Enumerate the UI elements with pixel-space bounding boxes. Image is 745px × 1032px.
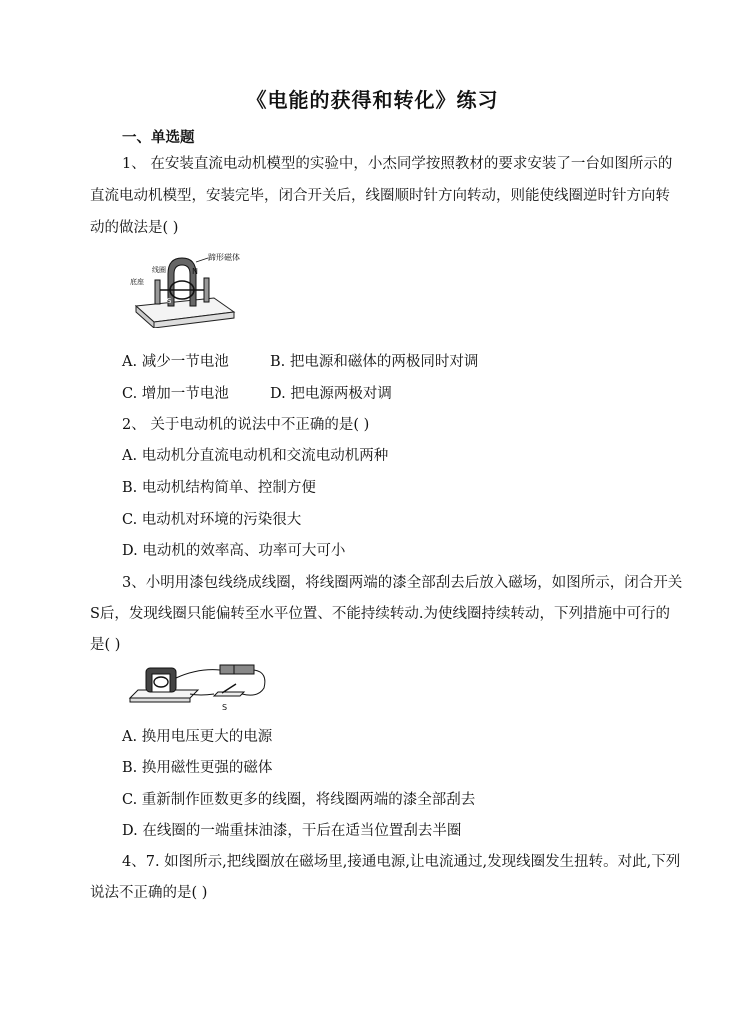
q2-stem: 2、 关于电动机的说法中不正确的是( ) (122, 417, 370, 433)
q2-option-d[interactable]: D. 电动机的效率高、功率可大可小 (122, 543, 346, 559)
q4-stem-line-1: 4、7. 如图所示,把线圈放在磁场里,接通电源,让电流通过,发现线圈发生扭转。对此,下列 (122, 854, 681, 870)
q1-stem-line-1: 1、 在安装直流电动机模型的实验中，小杰同学按照教材的要求安装了一台如图所示的 (122, 156, 673, 172)
q1-option-a[interactable]: A. 减少一节电池 (122, 354, 229, 370)
page-title: 《电能的获得和转化》练习 (246, 88, 499, 112)
q3-circuit-figure (128, 660, 278, 716)
q3-battery (220, 665, 254, 674)
q2-option-a[interactable]: A. 电动机分直流电动机和交流电动机两种 (122, 448, 389, 464)
q1-figure-label-coil: 线圈 (152, 266, 166, 274)
motor-base (136, 298, 234, 328)
q3-figure-label-s: S (222, 703, 228, 712)
q1-stem-line-3: 动的做法是( ) (90, 220, 179, 236)
q3-option-d[interactable]: D. 在线圈的一端重抹油漆，干后在适当位置刮去半圈 (122, 823, 462, 839)
q3-switch (214, 684, 244, 696)
q1-figure-label-n: N (192, 267, 198, 276)
q1-option-c[interactable]: C. 增加一节电池 (122, 386, 229, 402)
q1-figure-label-base: 底座 (130, 278, 144, 286)
q1-stem-line-2: 直流电动机模型，安装完毕，闭合开关后，线圈顺时针方向转动，则能使线圈逆时针方向转 (90, 188, 670, 204)
q1-option-d[interactable]: D. 把电源两极对调 (270, 386, 392, 402)
q3-magnet-and-coil (146, 668, 176, 692)
q3-option-c[interactable]: C. 重新制作匝数更多的线圈，将线圈两端的漆全部刮去 (122, 792, 476, 808)
section-heading: 一、单选题 (122, 130, 195, 146)
q1-figure-label-s: S (167, 297, 172, 305)
q2-option-b[interactable]: B. 电动机结构简单、控制方便 (122, 480, 316, 496)
q4-stem-line-2: 说法不正确的是( ) (90, 885, 208, 901)
q1-figure-label-magnet: 蹄形磁体 (208, 253, 240, 262)
q3-stem-line-1: 3、小明用漆包线绕成线圈，将线圈两端的漆全部刮去后放入磁场，如图所示，闭合开关 (122, 575, 683, 591)
q3-option-a[interactable]: A. 换用电压更大的电源 (122, 729, 273, 745)
q2-option-c[interactable]: C. 电动机对环境的污染很大 (122, 512, 302, 528)
q3-option-b[interactable]: B. 换用磁性更强的磁体 (122, 760, 273, 776)
q3-stem-line-3: 是( ) (90, 637, 121, 653)
q3-stem-line-2: S后，发现线圈只能偏转至水平位置、不能持续转动.为使线圈持续转动，下列措施中可行的 (90, 606, 671, 622)
q1-motor-figure (128, 248, 248, 328)
q1-option-b[interactable]: B. 把电源和磁体的两极同时对调 (270, 354, 479, 370)
